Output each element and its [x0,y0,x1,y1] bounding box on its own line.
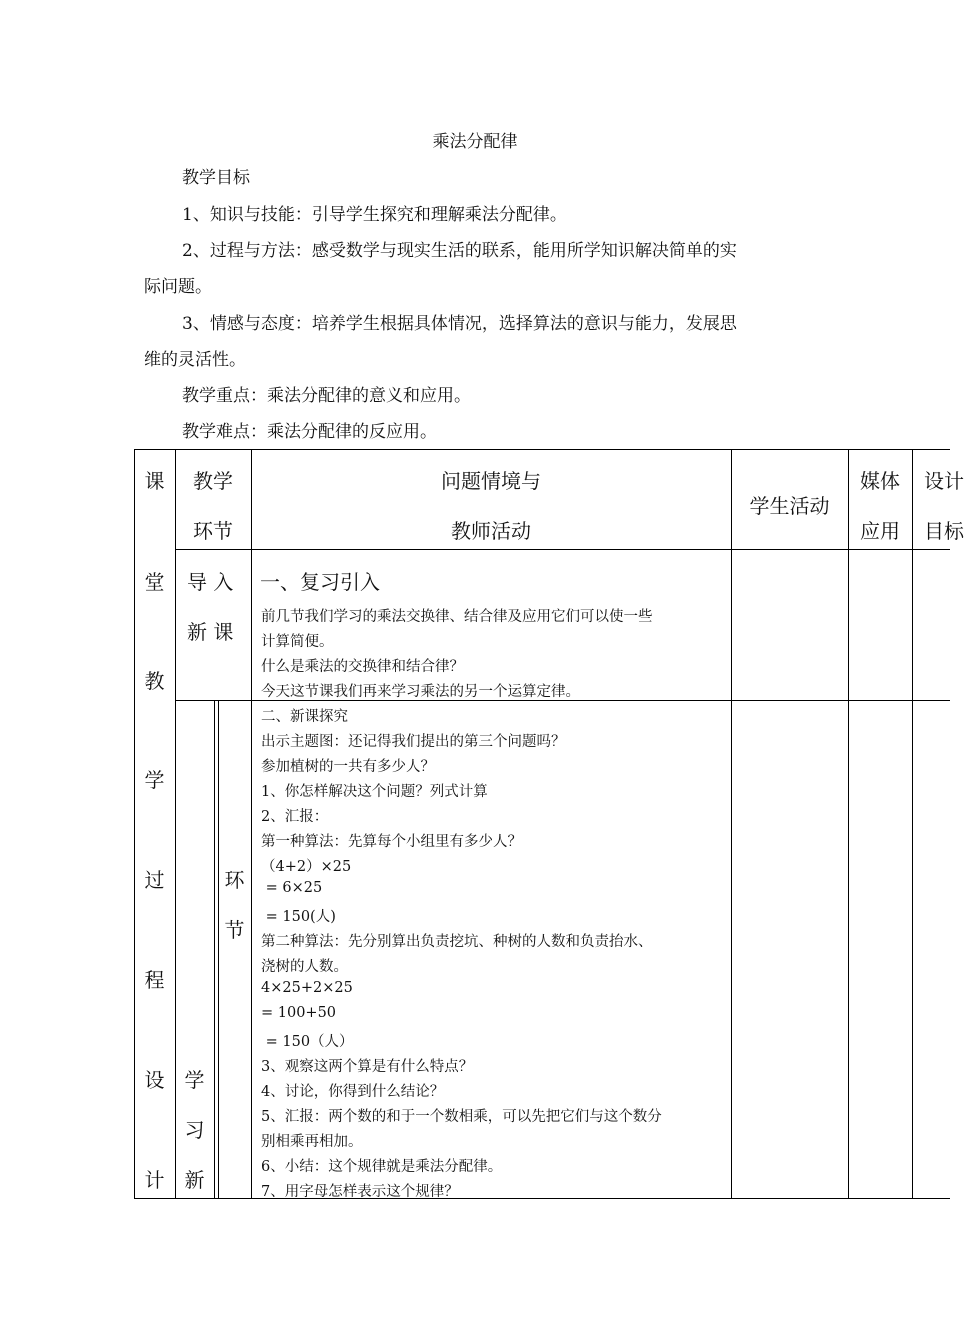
col1-char-4: 学 [144,768,165,792]
row1-line: 什么是乘法的交换律和结合律？ [261,659,464,675]
col1-char-2: 堂 [144,570,165,594]
col3-rule [731,449,732,1199]
objective-2-line-2: 际问题。 [144,277,212,297]
row2-line: = 100+50 [261,1005,337,1021]
header-teacher-line-2: 教师活动 [451,519,531,543]
col2-sub-rule-b [218,700,219,1199]
header-media-line-2: 应用 [860,519,900,543]
row2-line: 1、你怎样解决这个问题？列式计算 [261,784,488,800]
objective-3-line-2: 维的灵活性。 [144,350,246,370]
row2-line: 第一种算法：先算每个小组里有多少人？ [261,834,522,850]
col5-rule [912,449,913,1199]
row2-line: 第二种算法：先分别算出负责挖坑、种树的人数和负责抬水、 [261,934,653,950]
col1-char-7: 设 [144,1068,165,1092]
header-student-activity: 学生活动 [749,494,830,518]
row1-line: 计算简便。 [261,634,334,650]
row2-line: 7、用字母怎样表示这个规律？ [261,1184,459,1200]
document-title: 乘法分配律 [432,132,518,152]
col2-sub-rule-a [214,700,215,1199]
header-bottom-rule [175,549,950,550]
row2-stage-char-1: 学 [184,1068,205,1092]
col1-char-1: 课 [144,469,165,493]
row2-line: = 150（人） [261,1034,354,1050]
col1-char-5: 过 [144,868,165,892]
row2-sub-char-1: 环 [224,868,245,892]
table-border-bottom [134,1198,950,1199]
table-border-top [134,449,950,450]
row2-line: 6、小结：这个规律就是乘法分配律。 [261,1159,503,1175]
row1-line: 今天这节课我们再来学习乘法的另一个运算定律。 [261,684,580,700]
row1-stage-line-1: 导 入 [187,570,234,594]
objective-3-line-1: 3、情感与态度：培养学生根据具体情况，选择算法的意识与能力，发展思 [182,314,737,334]
row2-line: 5、汇报：两个数的和于一个数相乘，可以先把它们与这个数分 [261,1109,662,1125]
header-stage-line-2: 环节 [193,519,233,543]
col1-char-6: 程 [144,968,165,992]
row2-line: = 6×25 [261,880,323,896]
key-point: 教学重点：乘法分配律的意义和应用。 [182,386,471,406]
row2-stage-char-2: 习 [184,1118,205,1142]
objective-1: 1、知识与技能：引导学生探究和理解乘法分配律。 [182,205,567,225]
row2-line: 2、汇报： [261,809,329,825]
row2-line: 4×25+2×25 [261,980,353,996]
row2-line: 4、讨论，你得到什么结论？ [261,1084,445,1100]
col2-rule [251,449,252,1199]
header-media-line-1: 媒体 [860,469,900,493]
header-design-line-1: 设计 [924,469,964,493]
row2-line: 参加植树的一共有多少人？ [261,759,435,775]
col1-char-8: 计 [144,1168,165,1192]
header-stage-line-1: 教学 [193,469,233,493]
row1-stage-line-2: 新 课 [187,620,234,644]
row1-heading: 一、复习引入 [260,570,380,594]
objectives-heading: 教学目标 [182,168,250,188]
row2-line: 浇树的人数。 [261,959,348,975]
row2-line: 别相乘再相加。 [261,1134,363,1150]
row1-line: 前几节我们学习的乘法交换律、结合律及应用它们可以使一些 [261,609,653,625]
col1-char-3: 教 [144,669,165,693]
header-design-line-2: 目标 [924,519,964,543]
header-teacher-line-1: 问题情境与 [441,469,541,493]
objective-2-line-1: 2、过程与方法：感受数学与现实生活的联系，能用所学知识解决简单的实 [182,241,737,261]
row2-line: 出示主题图：还记得我们提出的第三个问题吗？ [261,734,566,750]
row2-stage-char-3: 新 [184,1168,205,1192]
row2-line: 二、新课探究 [261,709,348,725]
row2-line: = 150(人) [261,909,336,925]
row2-sub-char-2: 节 [224,918,245,942]
row2-line: 3、观察这两个算是有什么特点？ [261,1059,474,1075]
col4-rule [848,449,849,1199]
row2-line: （4+2）×25 [261,859,352,875]
difficulty-point: 教学难点：乘法分配律的反应用。 [182,422,437,442]
